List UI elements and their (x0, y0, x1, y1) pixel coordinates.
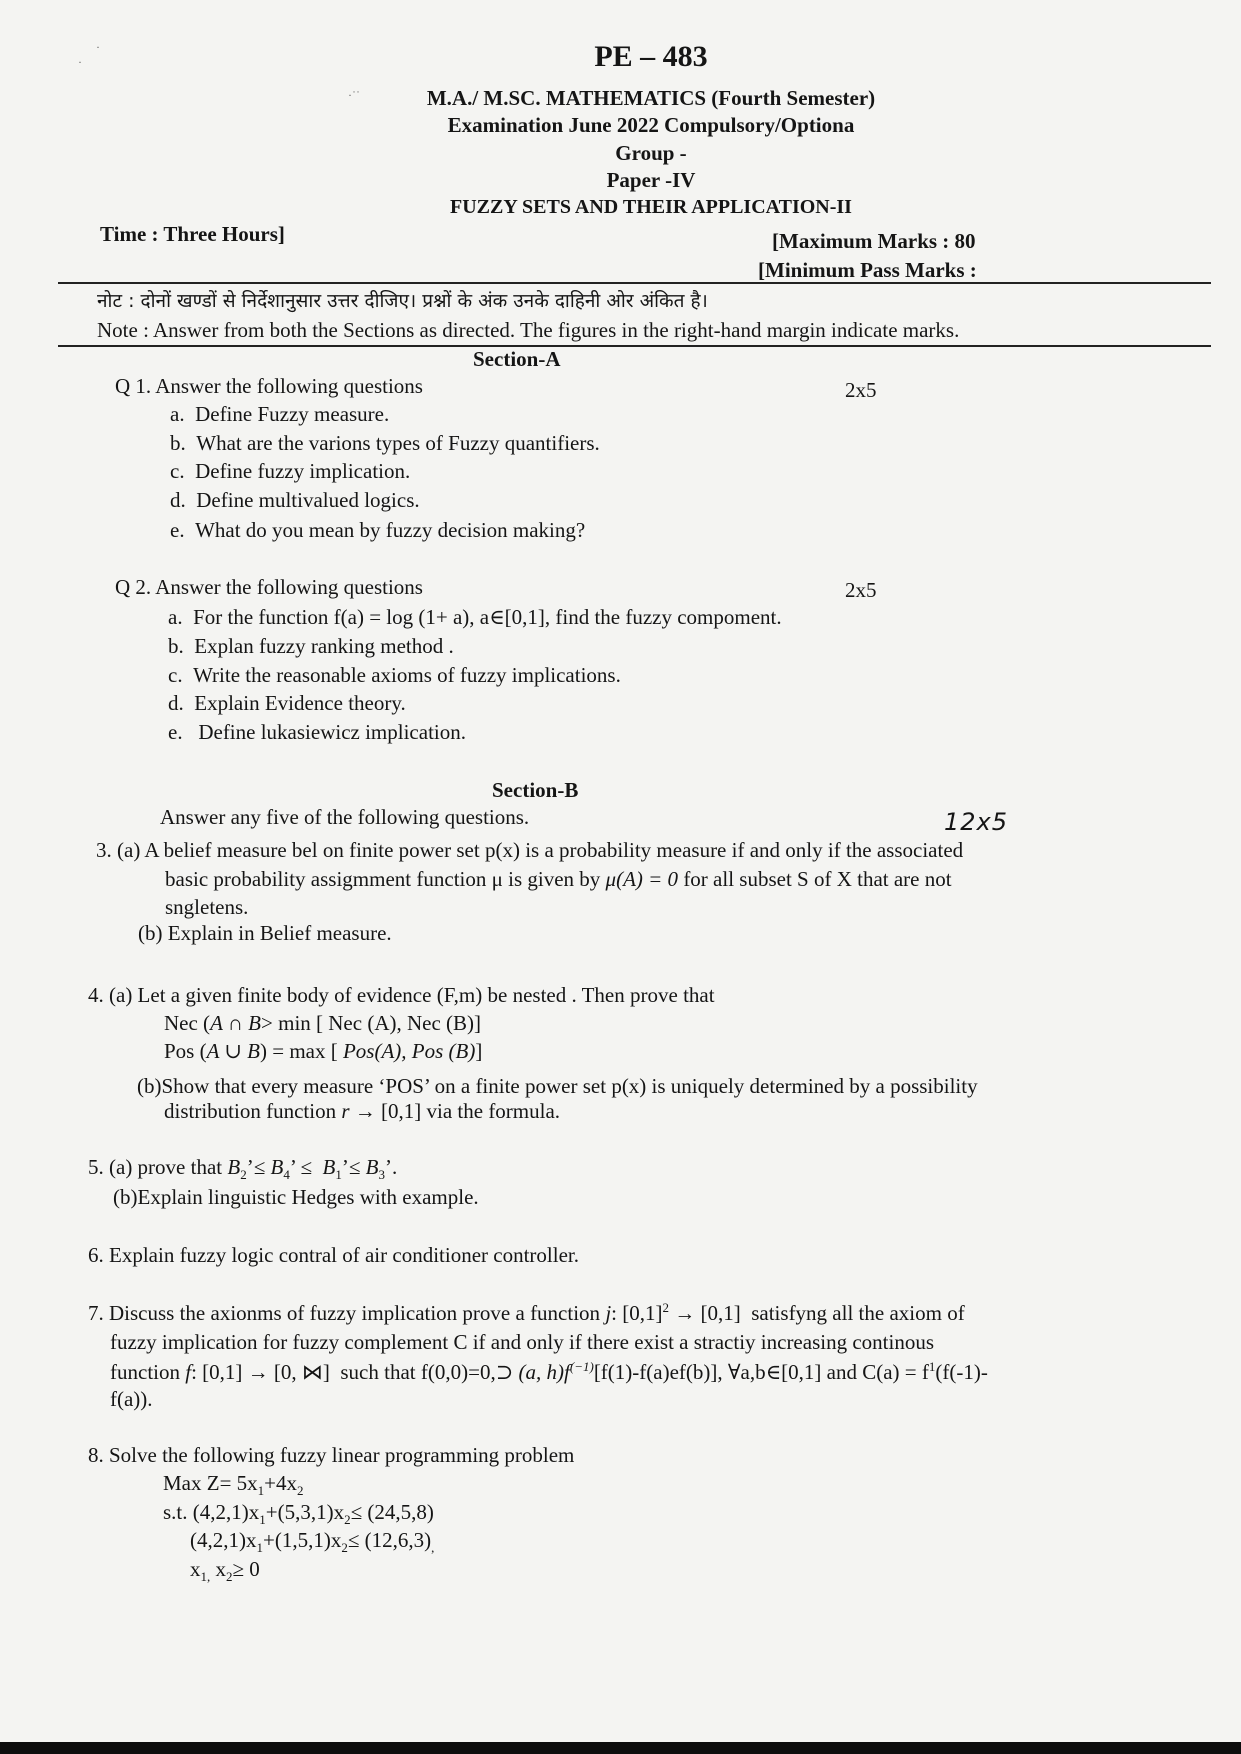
q3-part-a-line2: basic probability assigmment function μ is given by μ(A) = 0 for all subset S of X that are not (165, 867, 952, 891)
q1-item: b. What are the varions types of Fuzzy quantifiers. (170, 431, 600, 455)
section-a-heading: Section-A (473, 347, 561, 371)
q4-pos-formula: Pos (A ∪ B) = max [ Pos(A), Pos (B)] (164, 1039, 483, 1063)
q2-item: c. Write the reasonable axioms of fuzzy implications. (168, 663, 621, 687)
q3-part-a-line3: sngletens. (165, 895, 249, 919)
q1-prompt: Q 1. Answer the following questions (115, 374, 423, 398)
section-b-heading: Section-B (492, 778, 579, 802)
scan-edge-bar (0, 1742, 1241, 1754)
q8-constraint: s.t. $(4,2,1)x_1+(5,3,1)x_2\le (24,5,8)$ (163, 1500, 434, 1528)
handwritten-marks: 12x5 (944, 808, 1009, 836)
time-label: Time : Three Hours] (100, 222, 285, 246)
q2-item: d. Explain Evidence theory. (168, 691, 406, 715)
note-english: Note : Answer from both the Sections as directed. The figures in the right-hand margin indicate marks. (97, 318, 960, 342)
q7-line3: function f: [0,1] → [0, ⋈] such that f(0,0)=0,⊃ (a, $h)f^{(-1)}[f(1)-f(a)ef(b)]$, ∀a,b∈[0,1] and $C(a) = f^1(f(-1)-$ (110, 1359, 988, 1384)
q2-marks: 2x5 (845, 578, 877, 602)
q7-line4: f(a)). (110, 1387, 153, 1411)
paper-number: Paper -IV (606, 168, 696, 192)
q8-constraint: $(4,2,1)x_1+(1,5,1)x_2\le (12,6,3)_,$ (190, 1528, 435, 1556)
scan-speck: · (78, 55, 82, 69)
q8-nonnegativity: $x_{1,}$ $x_2\ge 0$ (190, 1557, 260, 1585)
q7-line2: fuzzy implication for fuzzy complement C if and only if there exist a stractiy increasing continous (110, 1330, 934, 1354)
q8-prompt: 8. Solve the following fuzzy linear programming problem (88, 1443, 575, 1467)
q7-line1: 7. Discuss the axionms of fuzzy implication prove a function j: $[0,1]^2 \to [0,1]$ satisfyng all the axiom of (88, 1300, 965, 1325)
q4-part-a-line1: 4. (a) Let a given finite body of evidence (F,m) be nested . Then prove that (88, 983, 715, 1007)
course-title: M.A./ M.SC. MATHEMATICS (Fourth Semester) (426, 86, 876, 110)
min-pass-marks: [Minimum Pass Marks : (758, 258, 977, 282)
exam-session: Examination June 2022 Compulsory/Optiona (447, 113, 855, 137)
subject-title: FUZZY SETS AND THEIR APPLICATION-II (450, 196, 852, 218)
scan-speck: ·˙˙ (348, 88, 360, 102)
q2-item: a. For the function f(a) = log (1+ a), a∈[0,1], find the fuzzy compoment. (168, 605, 782, 629)
section-b-instruction: Answer any five of the following questions. (160, 805, 530, 829)
q2-item: e. Define lukasiewicz implication. (168, 720, 466, 744)
q2-item: b. Explan fuzzy ranking method . (168, 634, 454, 658)
q1-item: a. Define Fuzzy measure. (170, 402, 390, 426)
q1-marks: 2x5 (845, 378, 877, 402)
q3-part-b: (b) Explain in Belief measure. (138, 921, 392, 945)
scan-speck: · (96, 40, 100, 54)
q4-part-b-line2: distribution function r → [0,1] via the formula. (164, 1099, 561, 1123)
note-divider (58, 345, 1211, 347)
q1-item: c. Define fuzzy implication. (170, 459, 411, 483)
header-divider (58, 282, 1211, 284)
q3-part-a-line1: 3. (a) A belief measure bel on finite power set p(x) is a probability measure if and only if the associated (96, 838, 964, 862)
q4-nec-formula: Nec (A ∩ B> min [ Nec (A), Nec (B)] (164, 1011, 482, 1035)
paper-code: PE – 483 (594, 40, 708, 73)
note-hindi: नोट : दोनों खण्डों से निर्देशानुसार उत्तर दीजिए। प्रश्नों के अंक उनके दाहिनी ओर अंकित है। (97, 290, 708, 312)
q5-part-b: (b)Explain linguistic Hedges with example. (113, 1185, 479, 1209)
q1-item: d. Define multivalued logics. (170, 488, 420, 512)
q2-prompt: Q 2. Answer the following questions (115, 575, 423, 599)
q6: 6. Explain fuzzy logic contral of air conditioner controller. (88, 1243, 579, 1267)
q5-part-a: 5. (a) prove that $B_2’\le B_4$’ ≤ $B_1’\le B_3$’. (88, 1155, 398, 1183)
max-marks: [Maximum Marks : 80 (772, 229, 976, 253)
group-label: Group - (615, 141, 687, 165)
q1-item: e. What do you mean by fuzzy decision making? (170, 518, 586, 542)
q8-objective: Max $Z= 5x_1+4x_2$ (163, 1471, 304, 1499)
q4-part-b-line1: (b)Show that every measure ‘POS’ on a finite power set p(x) is uniquely determined by a possibility (137, 1074, 978, 1098)
